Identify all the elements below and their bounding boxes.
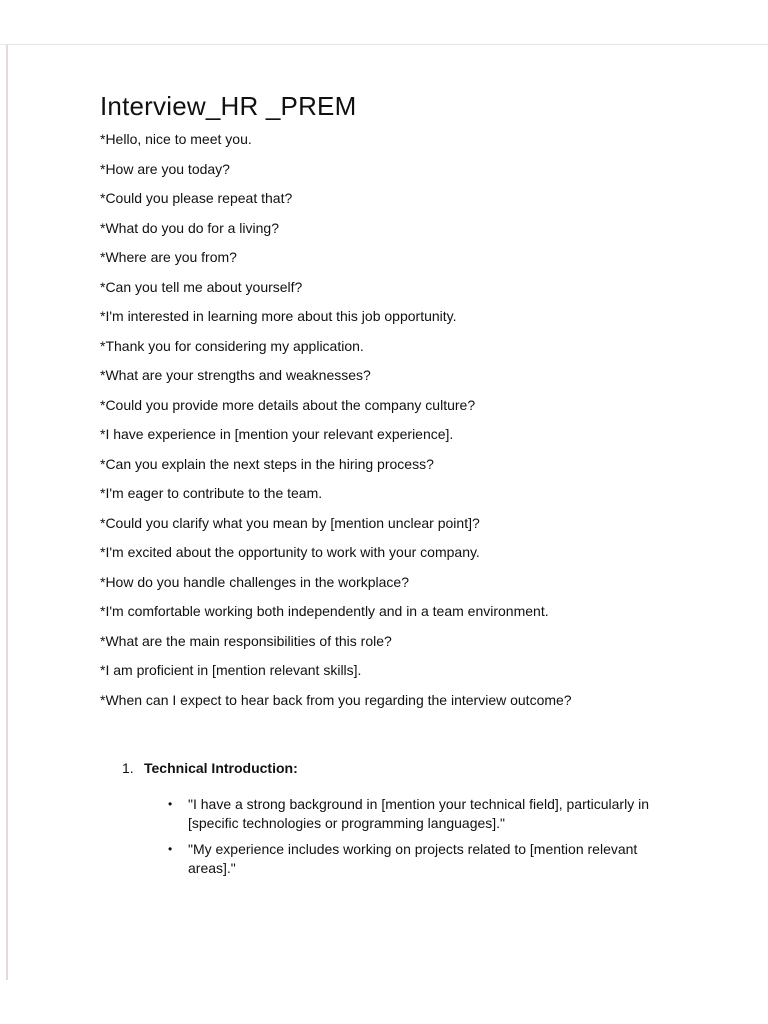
section-heading [122, 759, 722, 777]
technical-introduction-section [122, 759, 722, 885]
phrase-item: *I'm comfortable working both independently and in a team environment. [100, 603, 549, 619]
phrase-item: *Thank you for considering my application. [100, 337, 364, 354]
phrase-item: *When can I expect to hear back from you regarding the interview outcome? [100, 691, 572, 708]
phrase-item: *How are you today? [100, 160, 230, 177]
phrase-item: *I'm eager to contribute to the team. [100, 485, 323, 501]
phrase-item: *I am proficient in [mention relevant skills]. [100, 662, 362, 678]
phrase-item: *I have experience in [mention your relevant experience]. [100, 426, 454, 442]
bullet-text: "My experience includes working on projects related to [mention relevant areas]." [188, 841, 638, 876]
phrase-item: *How do you handle challenges in the workplace? [100, 573, 409, 590]
phrase-list [100, 131, 572, 721]
bullet-item [168, 840, 688, 878]
phrase-item: *Hello, nice to meet you. [100, 131, 252, 147]
phrase-item: *What do you do for a living? [100, 219, 279, 236]
viewer-top-bar [0, 0, 768, 45]
document-title: Interview_HR _PREM [100, 91, 357, 121]
bullet-icon: • [168, 797, 173, 811]
phrase-item: *Could you provide more details about the company culture? [100, 396, 476, 413]
phrase-item: *Where are you from? [100, 249, 237, 265]
phrase-item: *Can you explain the next steps in the hiring process? [100, 455, 434, 472]
phrase-item: *I'm interested in learning more about this job opportunity. [100, 308, 457, 324]
phrase-item: *What are the main responsibilities of this role? [100, 632, 392, 649]
phrase-item: *Could you please repeat that? [100, 190, 293, 206]
bullet-list [122, 795, 722, 878]
bullet-icon: • [168, 842, 173, 856]
bullet-item [168, 795, 688, 833]
phrase-item: *Can you tell me about yourself? [100, 278, 303, 295]
phrase-item: *What are your strengths and weaknesses? [100, 367, 371, 383]
phrase-item: *Could you clarify what you mean by [mention unclear point]? [100, 514, 480, 531]
section-number: 1. [122, 760, 134, 776]
document-page[interactable] [6, 45, 768, 980]
bullet-text: "I have a strong background in [mention your technical field], particularly in [specific technologies or programming languages]." [188, 796, 649, 831]
phrase-item: *I'm excited about the opportunity to work with your company. [100, 544, 480, 560]
section-heading-label: Technical Introduction: [144, 760, 298, 776]
